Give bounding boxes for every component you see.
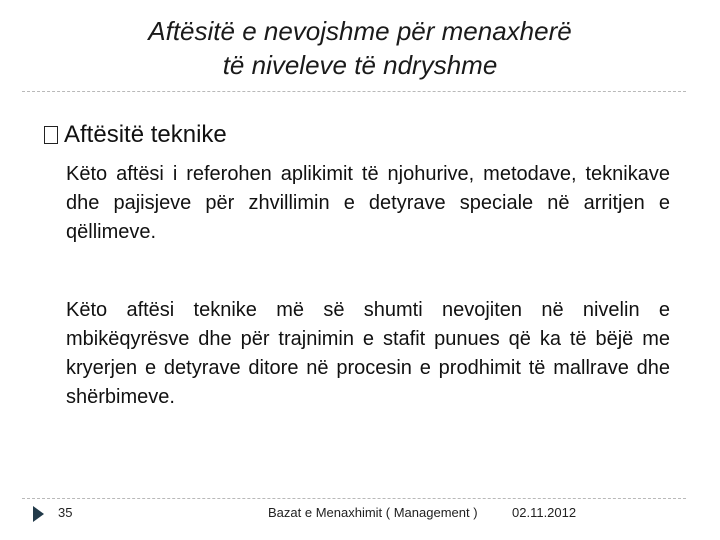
slide-title: [20, 14, 700, 82]
footer-date: 02.11.2012: [512, 505, 577, 520]
footer-source: Bazat e Menaxhimit ( Management ): [268, 505, 478, 520]
bullet-heading-text: Aftësitë teknike: [64, 121, 227, 148]
slide-title-line-1: Aftësitë e nevojshme për menaxherë: [148, 16, 572, 46]
bullet-square-icon: [44, 126, 58, 144]
page-number: 35: [58, 505, 73, 520]
triangle-right-icon: [33, 506, 44, 522]
slide-title-line-2: të niveleve të ndryshme: [222, 50, 498, 80]
top-divider: [22, 91, 686, 92]
paragraph-2: Këto aftësi teknike më së shumti nevojiten në nivelin e mbikëqyrësve dhe për trajnimin e stafit punues që ka të bëjë me kryerjen e detyrave ditore në procesin e prodhimit të mallrave dhe shërbimeve.: [66, 299, 670, 408]
bullet-heading: [44, 120, 227, 150]
paragraph-1: Këto aftësi i referohen aplikimit të njohurive, metodave, teknikave dhe pajisjeve për zhvillimin e detyrave speciale në arritjen e qëllimeve.: [66, 163, 670, 243]
bottom-divider: [22, 498, 686, 499]
